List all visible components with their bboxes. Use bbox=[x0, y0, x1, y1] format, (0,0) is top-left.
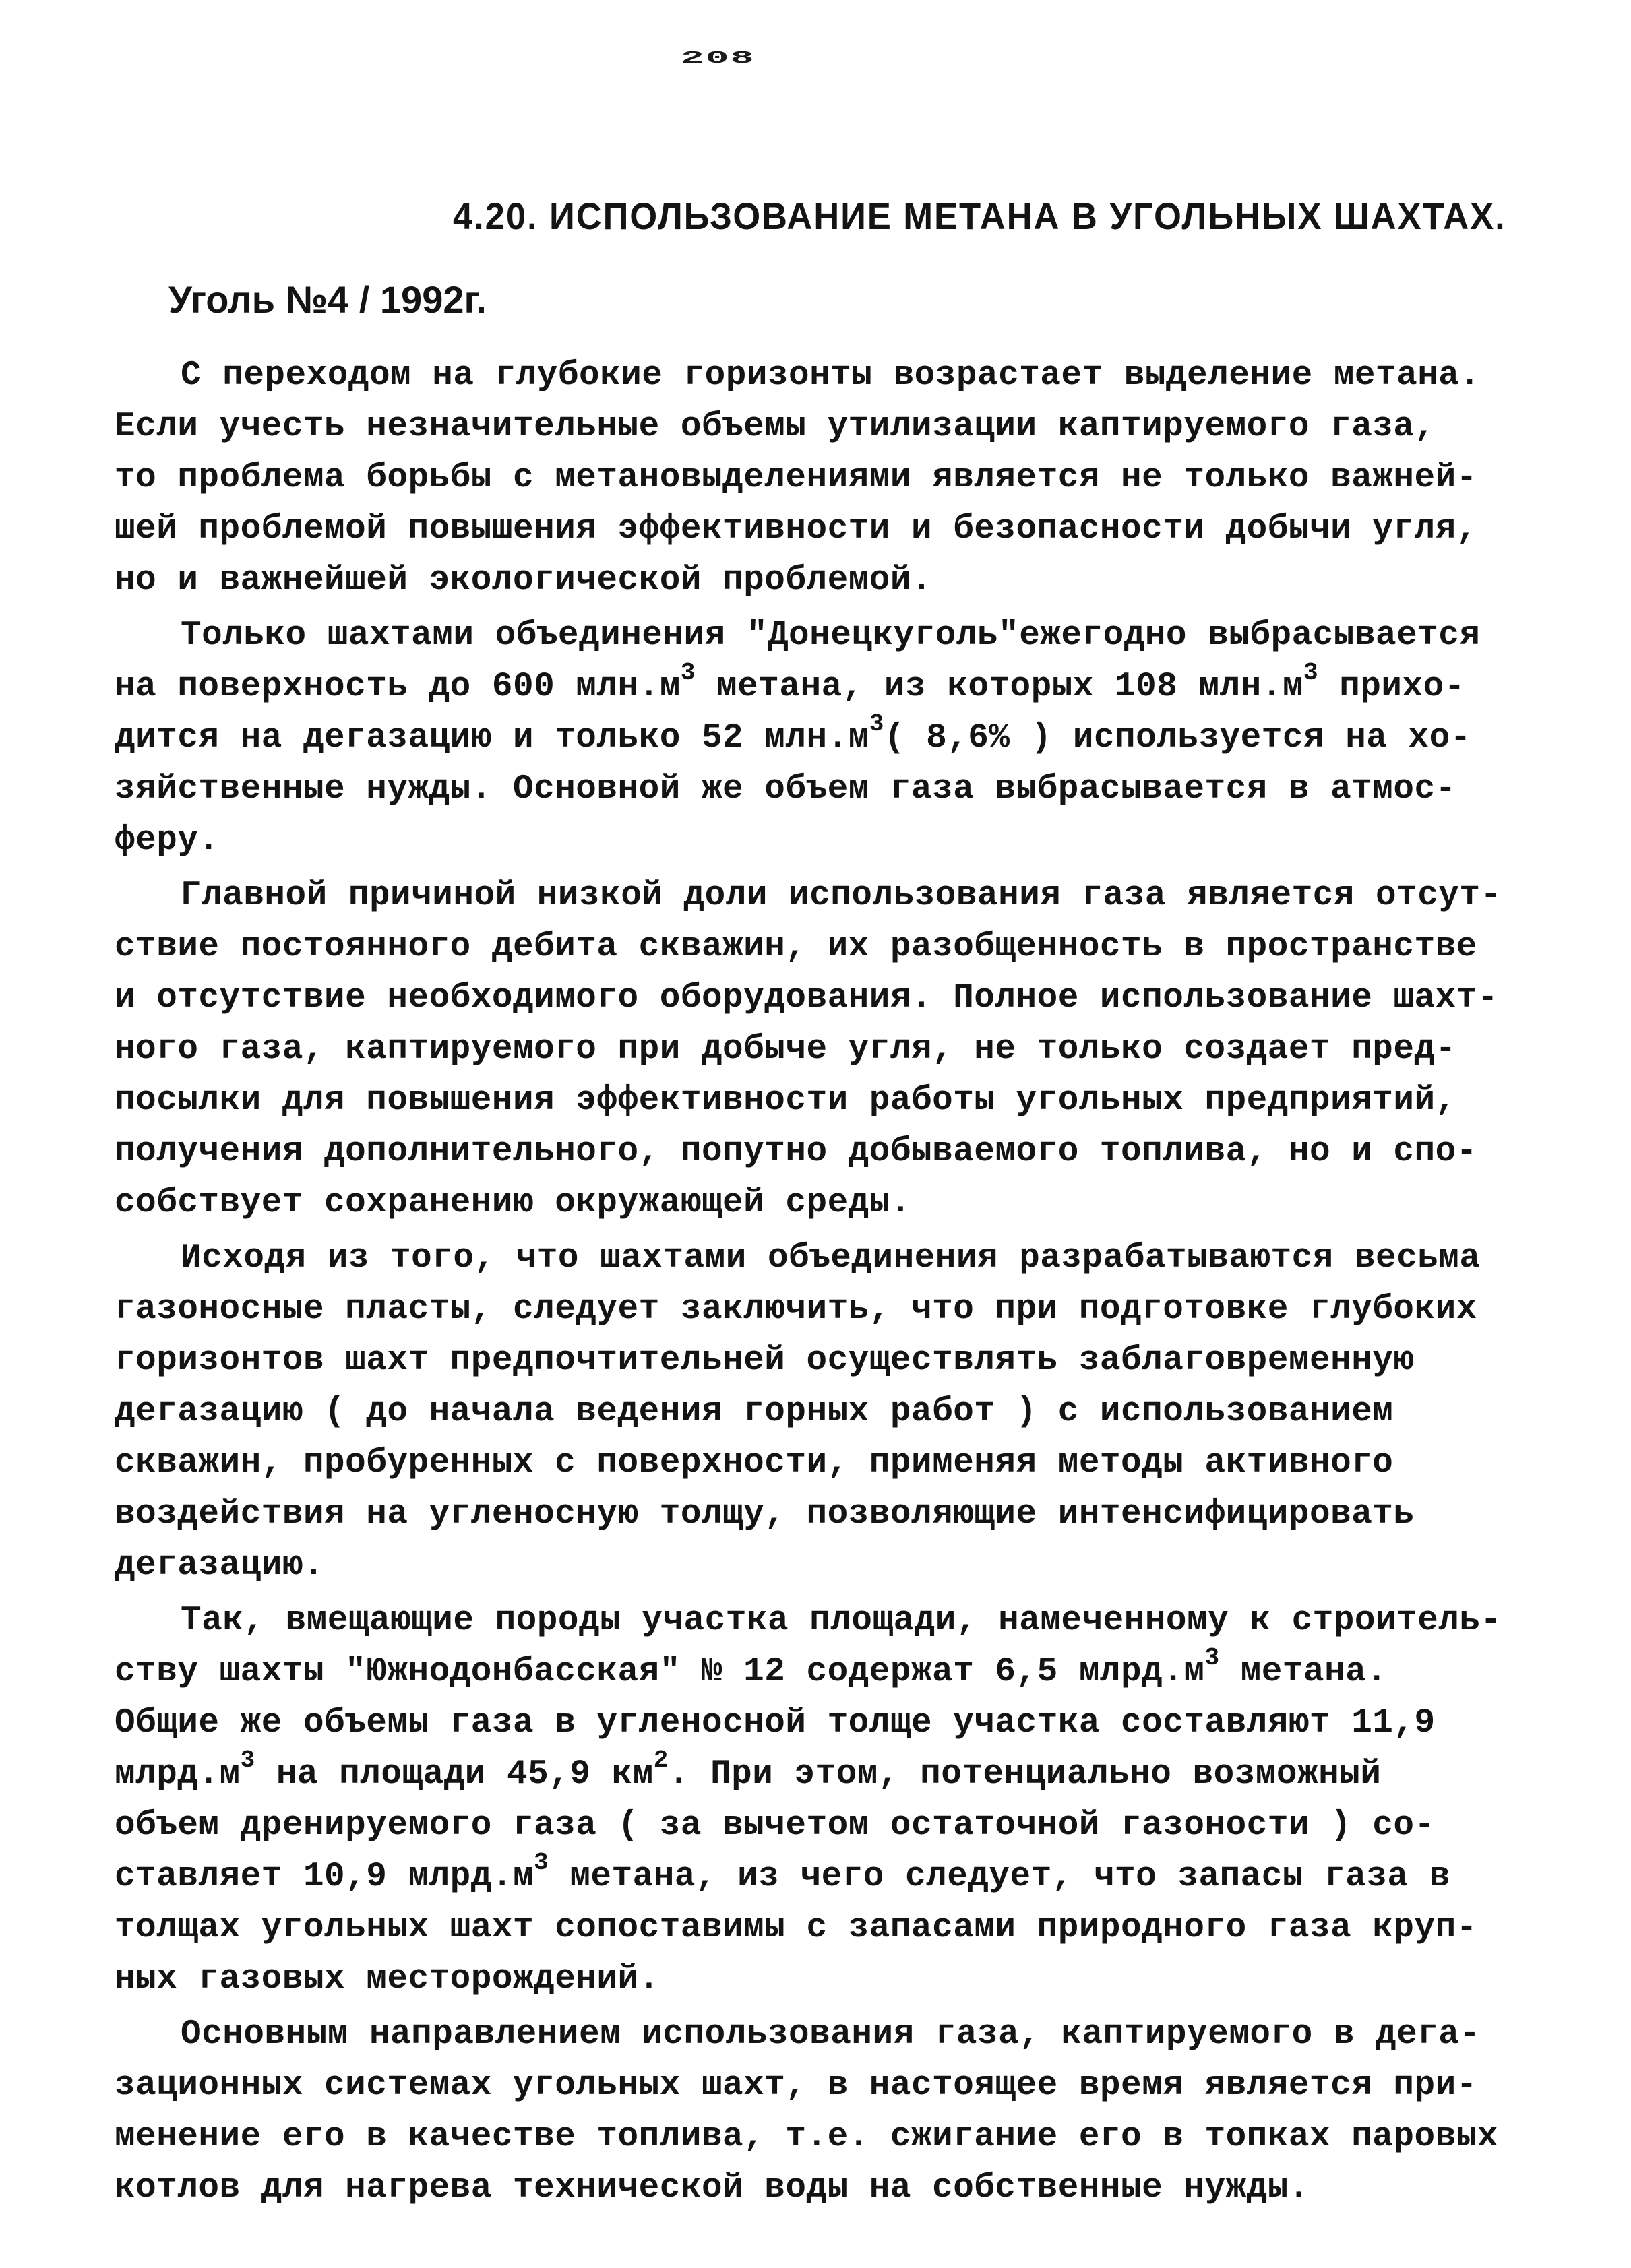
text-line: воздействия на угленосную толщу, позволяющие интенсифицировать bbox=[115, 1495, 1415, 1534]
text-line: шей проблемой повышения эффективности и безопасности добычи угля, bbox=[115, 510, 1477, 548]
text-line: феру. bbox=[115, 821, 220, 860]
text-line: Только шахтами объединения "Донецкуголь"ежегодно выбрасывается bbox=[181, 617, 1481, 655]
text-line: то проблема борьбы с метановыделениями является не только важней- bbox=[115, 459, 1477, 497]
text-line: ству шахты "Южнодонбасская" № 12 содержат 6,5 $млрд.м^3$ метана. bbox=[115, 1644, 1388, 1691]
text-line: С переходом на глубокие горизонты возрастает выделение метана. bbox=[181, 356, 1481, 395]
page-number: 208 bbox=[681, 48, 756, 68]
text-line: ного газа, каптируемого при добыче угля, не только создает пред- bbox=[115, 1030, 1456, 1069]
paragraph-3 bbox=[115, 871, 1537, 1229]
text-line: Основным направлением использования газа, каптируемого в дега- bbox=[181, 2015, 1481, 2054]
paragraph-1 bbox=[115, 350, 1537, 606]
text-line: Так, вмещающие породы участка площади, намеченному к строитель- bbox=[181, 1602, 1502, 1640]
text-line: Общие же объемы газа в угленосной толще участка составляют 11,9 bbox=[115, 1704, 1436, 1742]
text-line: менение его в качестве топлива, т.е. сжигание его в топках паровых bbox=[115, 2118, 1498, 2156]
paragraph-6 bbox=[115, 2009, 1537, 2214]
text-line: дегазацию ( до начала ведения горных работ ) с использованием bbox=[115, 1393, 1394, 1431]
paragraph-2 bbox=[115, 610, 1537, 867]
text-line: дится на дегазацию и только 52 $млн.м^3$( 8,6% ) используется на хо- bbox=[115, 710, 1471, 757]
text-line: ставляет 10,9 $млрд.м^3$ метана, из чего следует, что запасы газа в bbox=[115, 1849, 1450, 1896]
superscript: 3 bbox=[240, 1746, 255, 1774]
text-line: Если учесть незначительные объемы утилизации каптируемого газа, bbox=[115, 408, 1436, 446]
section-title: 4.20. ИСПОЛЬЗОВАНИЕ МЕТАНА В УГОЛЬНЫХ ШАХТАХ. bbox=[453, 195, 1506, 237]
text-line: но и важнейшей экологической проблемой. bbox=[115, 561, 933, 600]
text-line: котлов для нагрева технической воды на собственные нужды. bbox=[115, 2169, 1310, 2207]
text-line: собствует сохранению окружающей среды. bbox=[115, 1184, 911, 1222]
superscript: 3 bbox=[1303, 659, 1319, 687]
text-line: получения дополнительного, попутно добываемого топлива, но и спо- bbox=[115, 1133, 1477, 1171]
source-citation: Уголь №4 / 1992г. bbox=[168, 278, 487, 321]
text-line: зационных системах угольных шахт, в настоящее время является при- bbox=[115, 2067, 1477, 2105]
paragraph-4 bbox=[115, 1233, 1537, 1592]
text-line: $млрд.м^3$ на площади 45,9 $км^2$. При этом, потенциально возможный bbox=[115, 1746, 1382, 1794]
text-line: Главной причиной низкой доли использования газа является отсут- bbox=[181, 877, 1502, 915]
text-line: объем дренируемого газа ( за вычетом остаточной газоности ) со- bbox=[115, 1806, 1436, 1845]
superscript: 3 bbox=[534, 1849, 549, 1877]
text-line: посылки для повышения эффективности работы угольных предприятий, bbox=[115, 1081, 1456, 1120]
text-line: и отсутствие необходимого оборудования. Полное использование шахт- bbox=[115, 979, 1498, 1017]
text-line: ствие постоянного дебита скважин, их разобщенность в пространстве bbox=[115, 928, 1477, 966]
superscript: 3 bbox=[1204, 1644, 1220, 1672]
text-line: ных газовых месторождений. bbox=[115, 1960, 660, 1998]
body-text bbox=[115, 350, 1537, 2218]
text-line: зяйственные нужды. Основной же объем газа выбрасывается в атмос- bbox=[115, 770, 1456, 809]
text-line: на поверхность до 600 $млн.м^3$ метана, из которых 108 $млн.м^3$ прихо- bbox=[115, 659, 1465, 706]
text-line: толщах угольных шахт сопоставимы с запасами природного газа круп- bbox=[115, 1909, 1477, 1947]
superscript: 2 bbox=[653, 1746, 669, 1774]
paragraph-5 bbox=[115, 1596, 1537, 2005]
text-line: скважин, пробуренных с поверхности, применяя методы активного bbox=[115, 1444, 1394, 1482]
text-line: горизонтов шахт предпочтительней осуществлять заблаговременную bbox=[115, 1342, 1415, 1380]
superscript: 3 bbox=[869, 710, 884, 738]
text-line: дегазацию. bbox=[115, 1546, 325, 1585]
text-line: газоносные пласты, следует заключить, что при подготовке глубоких bbox=[115, 1290, 1477, 1329]
superscript: 3 bbox=[680, 659, 696, 687]
text-line: Исходя из того, что шахтами объединения разрабатываются весьма bbox=[181, 1239, 1481, 1278]
